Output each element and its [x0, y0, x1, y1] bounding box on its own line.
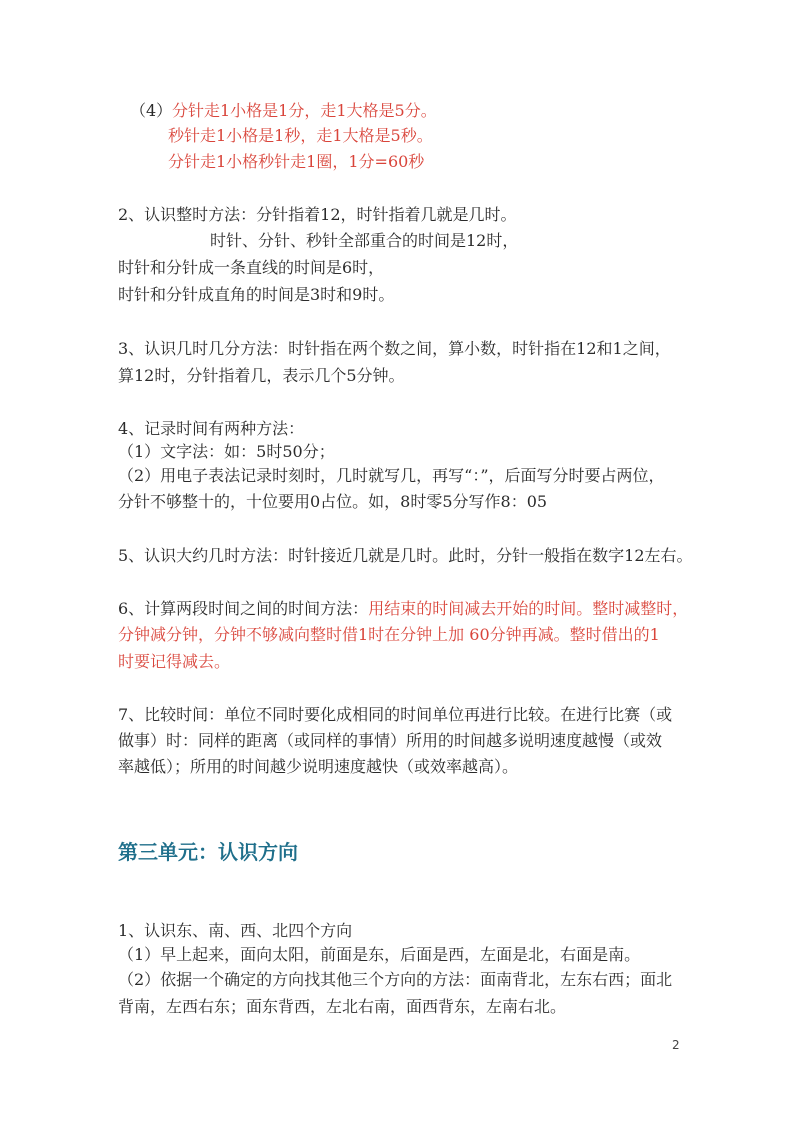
section-7-line-2: 做事）时：同样的距离（或同样的事情）所用的时间越多说明速度越慢（或效 — [118, 731, 663, 750]
unit-3-line-1: 1、认识东、南、西、北四个方向 — [118, 921, 353, 940]
section-2-line-1: 2、认识整时方法：分针指着12，时针指着几就是几时。 — [118, 205, 517, 224]
section-4-line-3: 分针走1小格秒针走1圈，1分=60秒 — [168, 152, 425, 171]
section-2-line-3: 时针和分针成一条直线的时间是6时， — [118, 258, 385, 277]
page-number: 2 — [672, 1038, 680, 1052]
section-4b-line-4: 分针不够整十的，十位要用0占位。如，8时零5分写作8：05 — [118, 492, 548, 511]
section-5-line-1: 5、认识大约几时方法：时针接近几就是几时。此时，分针一般指在数字12左右。 — [118, 546, 693, 565]
section-4b-line-2: （1）文字法：如：5时50分； — [118, 442, 335, 461]
section-4b-line-3: （2）用电子表法记录时刻时，几时就写几，再写“：”，后面写分时要占两位， — [118, 466, 665, 485]
section-6-prefix: 6、计算两段时间之间的时间方法： — [118, 599, 369, 618]
unit-3-line-4: 背南，左西右东；面东背西，左北右南，面西背东，左南右北。 — [118, 997, 567, 1016]
unit-3-heading: 第三单元：认识方向 — [118, 840, 298, 864]
section-3-line-2: 算12时，分针指着几，表示几个5分钟。 — [118, 366, 405, 385]
unit-3-line-2: （1）早上起来，面向太阳，前面是东，后面是西，左面是北，右面是南。 — [118, 945, 641, 964]
section-3-line-1: 3、认识几时几分方法：时针指在两个数之间，算小数，时针指在12和1之间， — [118, 339, 671, 358]
section-4-label: （4） — [130, 101, 173, 120]
section-6-line-3: 时要记得减去。 — [118, 652, 231, 671]
section-7-line-3: 率越低）；所用的时间越少说明速度越快（或效率越高）。 — [118, 757, 519, 776]
section-6-line-2: 分钟减分钟，分钟不够减向整时借1时在分钟上加 60分钟再减。整时借出的1 — [118, 625, 660, 644]
section-7-line-1: 7、比较时间：单位不同时要化成相同的时间单位再进行比较。在进行比赛（或 — [118, 705, 673, 724]
section-4-line-1: 分针走1小格是1分，走1大格是5分。 — [172, 101, 437, 120]
section-2-line-2: 时针、分针、秒针全部重合的时间是12时， — [210, 231, 519, 250]
section-6-line-1-red: 用结束的时间减去开始的时间。整时减整时， — [368, 599, 689, 618]
section-6-line-1 — [118, 599, 688, 619]
section-2-line-4: 时针和分针成直角的时间是3时和9时。 — [118, 285, 395, 304]
section-4b-line-1: 4、记录时间有两种方法： — [118, 419, 305, 438]
section-4-line-2: 秒针走1小格是1秒，走1大格是5秒。 — [168, 126, 433, 145]
unit-3-line-3: （2）依据一个确定的方向找其他三个方向的方法：面南背北，左东右西；面北 — [118, 970, 673, 989]
